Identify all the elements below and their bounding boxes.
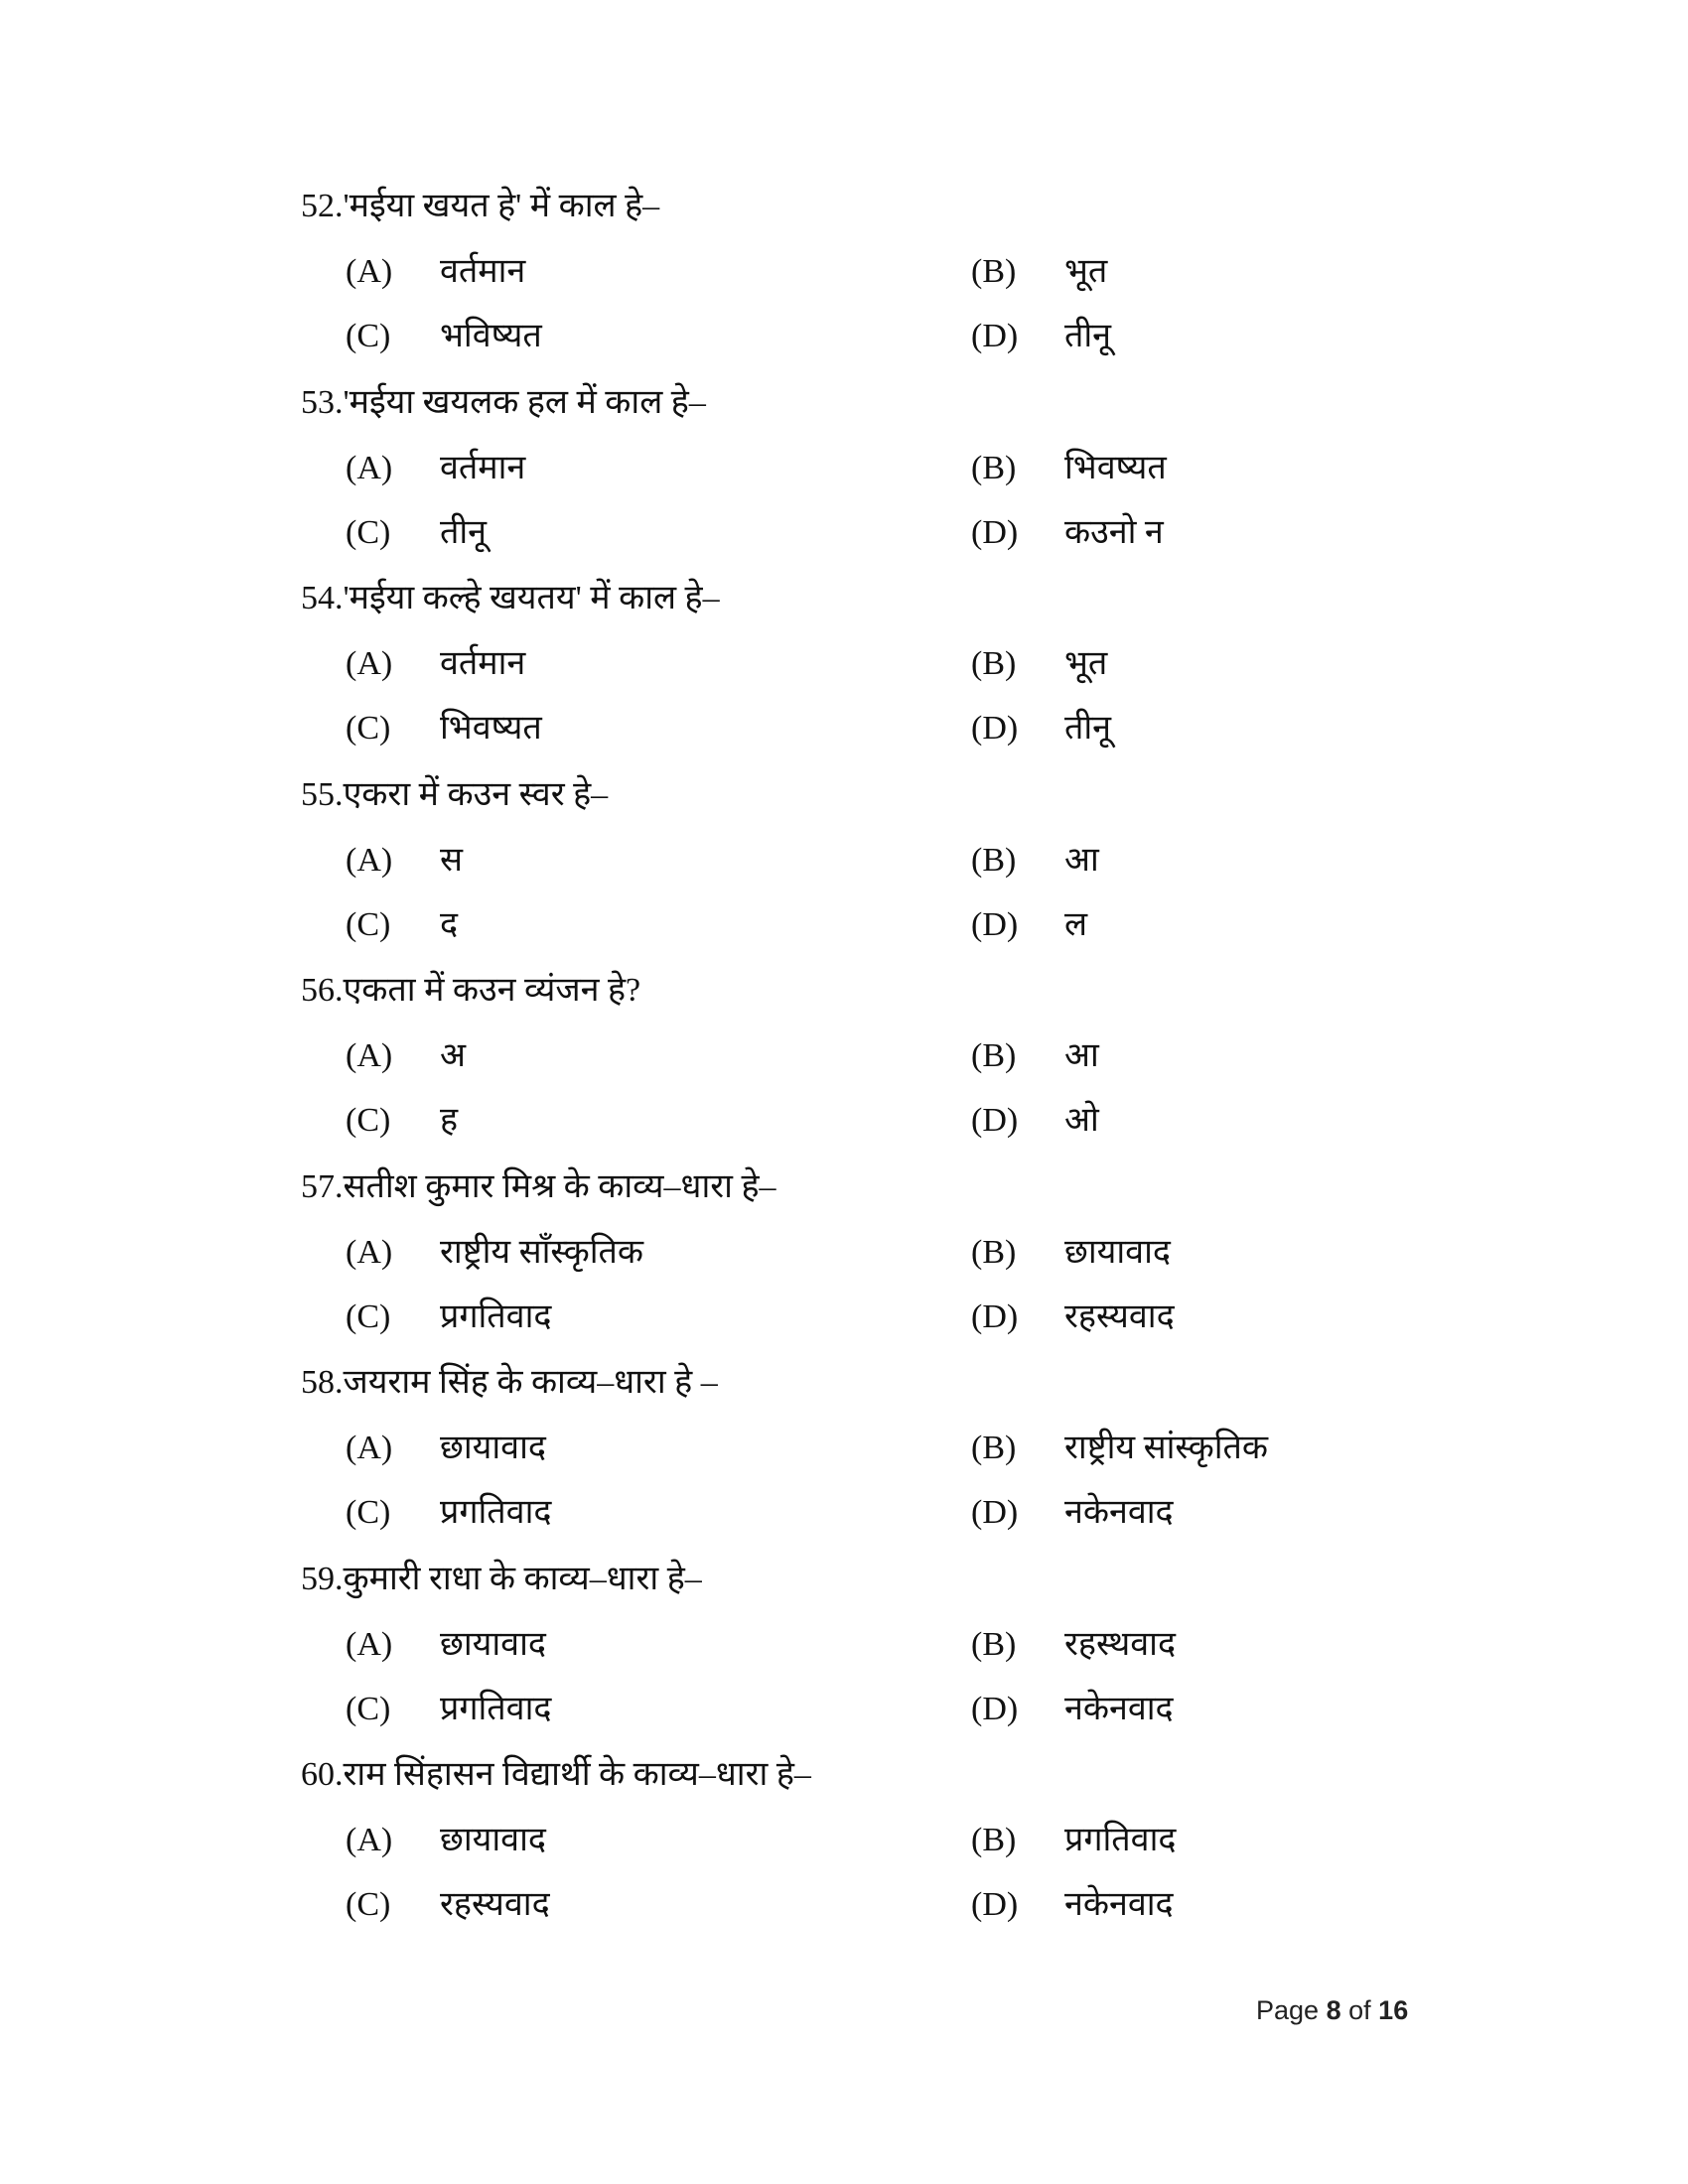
option-text: आ: [1064, 1037, 1099, 1074]
option-label: (A): [346, 253, 393, 290]
option-text: छायावाद: [1064, 1233, 1171, 1271]
option-text: छायावाद: [440, 1822, 546, 1858]
option-text: छायावाद: [440, 1430, 546, 1466]
option-label: (D): [971, 318, 1019, 354]
option-label: (D): [971, 710, 1019, 747]
total-pages: 16: [1378, 1995, 1409, 2025]
question-52: [301, 187, 659, 226]
question-text: राम सिंहासन विद्यार्थी के काव्य–धारा हे–: [343, 1756, 811, 1793]
question-58: [301, 1363, 718, 1403]
option-label: (D): [971, 1690, 1019, 1727]
option-text: भूत: [1064, 253, 1108, 290]
option-text: नकेनवाद: [1064, 1494, 1174, 1531]
option-text: भिवष्यत: [440, 710, 542, 747]
question-number: 52.: [301, 188, 344, 224]
option-label: (B): [971, 1430, 1017, 1466]
option-text: नकेनवाद: [1064, 1886, 1174, 1923]
option-label: (B): [971, 1233, 1017, 1271]
option-text: राष्ट्रीय सांस्कृतिक: [1064, 1430, 1269, 1466]
option-text: प्रगतिवाद: [440, 1494, 552, 1531]
question-57: [301, 1167, 776, 1207]
option-label: (B): [971, 1625, 1017, 1663]
page-number: [1256, 1995, 1408, 2026]
question-number: 54.: [301, 580, 344, 616]
option-label: (B): [971, 645, 1017, 682]
question-number: 57.: [301, 1167, 344, 1205]
current-page: 8: [1326, 1995, 1341, 2025]
option-label: (C): [346, 1886, 391, 1923]
option-label: (D): [971, 1886, 1019, 1923]
option-label: (C): [346, 1102, 391, 1139]
option-text: रहस्थवाद: [1064, 1625, 1176, 1663]
option-label: (A): [346, 645, 393, 682]
option-label: (C): [346, 318, 391, 354]
option-text: वर्तमान: [440, 645, 526, 682]
option-text: ह: [440, 1102, 459, 1139]
option-text: द: [440, 905, 459, 943]
option-label: (D): [971, 1102, 1019, 1139]
option-text: तीनू: [1064, 318, 1112, 354]
question-text: एकता में कउन व्यंजन हे?: [343, 972, 641, 1009]
question-text: 'मईया खयत हे' में काल हे–: [343, 188, 660, 224]
option-label: (A): [346, 1430, 393, 1466]
option-label: (C): [346, 1297, 391, 1335]
question-59: [301, 1560, 702, 1599]
option-label: (B): [971, 449, 1017, 486]
option-label: (B): [971, 841, 1017, 879]
question-53: [301, 383, 706, 423]
option-text: कउनो न: [1064, 513, 1164, 551]
option-text: वर्तमान: [440, 449, 526, 486]
question-number: 58.: [301, 1364, 344, 1401]
option-text: प्रगतिवाद: [1064, 1822, 1177, 1858]
question-number: 53.: [301, 383, 344, 421]
question-text: सतीश कुमार मिश्र के काव्य–धारा हे–: [343, 1167, 776, 1205]
question-number: 56.: [301, 972, 344, 1009]
option-label: (C): [346, 905, 391, 943]
question-54: [301, 579, 720, 618]
option-text: रहस्यवाद: [1064, 1297, 1175, 1335]
option-text: राष्ट्रीय सॉंस्कृतिक: [440, 1233, 644, 1271]
option-text: आ: [1064, 841, 1099, 879]
question-60: [301, 1755, 811, 1795]
option-text: स: [440, 841, 463, 879]
option-label: (D): [971, 1297, 1019, 1335]
page-word: Page: [1256, 1995, 1320, 2025]
option-label: (A): [346, 449, 393, 486]
option-text: प्रगतिवाद: [440, 1297, 552, 1335]
option-text: तीनू: [440, 513, 488, 551]
option-label: (C): [346, 513, 391, 551]
question-text: 'मईया खयलक हल में काल हे–: [343, 383, 706, 421]
question-55: [301, 775, 608, 815]
option-label: (C): [346, 1690, 391, 1727]
option-text: ल: [1064, 905, 1088, 943]
question-text: कुमारी राधा के काव्य–धारा हे–: [343, 1560, 702, 1597]
question-number: 59.: [301, 1560, 344, 1597]
option-text: तीनू: [1064, 710, 1112, 747]
option-label: (A): [346, 841, 393, 879]
option-label: (D): [971, 513, 1019, 551]
option-text: भविष्यत: [440, 318, 542, 354]
option-text: प्रगतिवाद: [440, 1690, 552, 1727]
option-label: (B): [971, 1822, 1017, 1858]
question-number: 60.: [301, 1756, 344, 1793]
option-text: नकेनवाद: [1064, 1690, 1174, 1727]
option-label: (A): [346, 1822, 393, 1858]
option-label: (B): [971, 253, 1017, 290]
question-text: जयराम सिंह के काव्य–धारा हे –: [343, 1364, 718, 1401]
option-text: वर्तमान: [440, 253, 526, 290]
option-text: ओ: [1064, 1102, 1099, 1139]
question-56: [301, 971, 640, 1011]
option-label: (A): [346, 1037, 393, 1074]
question-number: 55.: [301, 775, 344, 813]
option-text: भूत: [1064, 645, 1108, 682]
of-word: of: [1348, 1995, 1371, 2025]
option-label: (A): [346, 1625, 393, 1663]
option-text: भिवष्यत: [1064, 449, 1167, 486]
option-label: (D): [971, 905, 1019, 943]
option-label: (D): [971, 1494, 1019, 1531]
option-label: (C): [346, 710, 391, 747]
option-text: रहस्यवाद: [440, 1886, 550, 1923]
question-text: एकरा में कउन स्वर हे–: [343, 775, 609, 813]
option-label: (B): [971, 1037, 1017, 1074]
question-text: 'मईया कल्हे खयतय' में काल हे–: [343, 580, 720, 616]
option-text: छायावाद: [440, 1625, 546, 1663]
option-label: (C): [346, 1494, 391, 1531]
option-text: अ: [440, 1037, 466, 1074]
option-label: (A): [346, 1233, 393, 1271]
